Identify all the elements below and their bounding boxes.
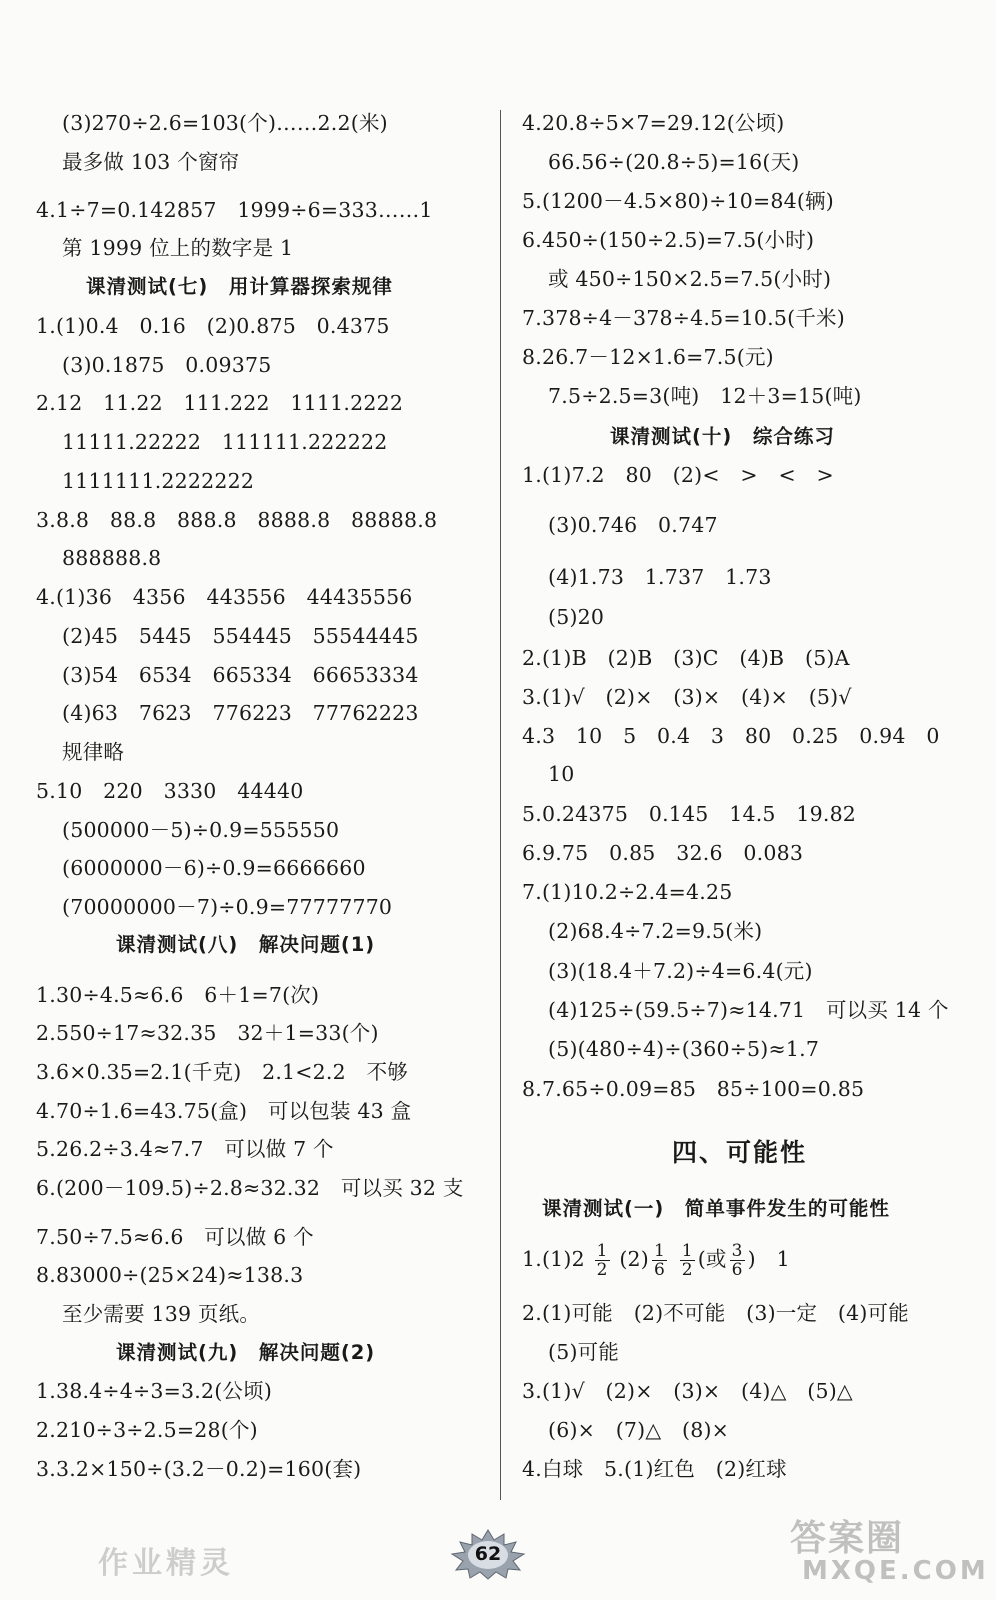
page-number-text: 62	[474, 1543, 502, 1565]
section-title: 四、可能性	[672, 1138, 808, 1167]
section-heading: 课清测试(一) 简单事件发生的可能性	[542, 1197, 890, 1220]
fraction	[680, 1242, 695, 1279]
answer-line: (70000000－7)÷0.9=77777770	[62, 895, 393, 919]
answer-line: (3)(18.4＋7.2)÷4=6.4(元)	[548, 959, 813, 983]
answer-line: 或 450÷150×2.5=7.5(小时)	[548, 267, 832, 291]
answer-line: 5.26.2÷3.4≈7.7 可以做 7 个	[36, 1137, 334, 1161]
answer-line: 第 1999 位上的数字是 1	[62, 236, 294, 260]
answer-line: (6)× (7)△ (8)×	[548, 1418, 730, 1442]
answer-line: 4.20.8÷5×7=29.12(公顷)	[522, 111, 785, 135]
fraction-denominator: 6	[731, 1260, 743, 1280]
answer-line: 7.378÷4－378÷4.5=10.5(千米)	[522, 306, 845, 330]
answer-line: (4)125÷(59.5÷7)≈14.71 可以买 14 个	[548, 998, 949, 1022]
answer-line: 888888.8	[62, 546, 162, 570]
answer-line: 8.83000÷(25×24)≈138.3	[36, 1263, 304, 1287]
answer-line: 1.38.4÷4÷3=3.2(公顷)	[36, 1379, 273, 1403]
answer-line: 11111.22222 111111.222222	[62, 430, 388, 454]
fraction-denominator: 6	[653, 1260, 665, 1280]
answer-line: 4.白球 5.(1)红色 (2)红球	[522, 1457, 787, 1481]
answer-line: 10	[548, 762, 575, 786]
answer-line: (500000－5)÷0.9=555550	[62, 818, 340, 842]
answer-line: 4.(1)36 4356 443556 44435556	[36, 585, 413, 609]
answer-line: 1.(1)0.4 0.16 (2)0.875 0.4375	[36, 314, 390, 338]
answer-line: 5.10 220 3330 44440	[36, 779, 304, 803]
answer-line: (3)0.1875 0.09375	[62, 353, 272, 377]
fraction-numerator: 3	[731, 1241, 743, 1261]
fraction-numerator: 1	[681, 1241, 693, 1261]
answer-line: (5)(480÷4)÷(360÷5)≈1.7	[548, 1037, 820, 1061]
answer-line: (2)68.4÷7.2=9.5(米)	[548, 919, 763, 943]
fraction	[730, 1242, 745, 1279]
answer-line: 66.56÷(20.8÷5)=16(天)	[548, 150, 800, 174]
fraction-answer-line	[522, 1234, 790, 1284]
fraction	[652, 1242, 667, 1279]
answer-line: 1.(1)7.2 80 (2)< > < >	[522, 463, 834, 487]
answer-line: 5.(1200－4.5×80)÷10=84(辆)	[522, 189, 834, 213]
page-number	[448, 1528, 528, 1580]
answer-line: 6.9.75 0.85 32.6 0.083	[522, 841, 804, 865]
section-heading: 课清测试(七) 用计算器探索规律	[86, 275, 393, 298]
answer-line: 6.450÷(150÷2.5)=7.5(小时)	[522, 228, 815, 252]
answer-line: 3.(1)√ (2)× (3)× (4)× (5)√	[522, 685, 852, 709]
answer-line: 7.5÷2.5=3(吨) 12＋3=15(吨)	[548, 384, 862, 408]
fraction-denominator: 2	[681, 1260, 693, 1280]
answer-text: ) 1	[747, 1247, 790, 1271]
answer-line: (2)45 5445 554445 55544445	[62, 624, 419, 648]
answer-text: 1.(1)2	[522, 1247, 585, 1271]
answer-line: 规律略	[62, 740, 125, 764]
answer-line: 3.(1)√ (2)× (3)× (4)△ (5)△	[522, 1379, 853, 1403]
answer-line: 4.70÷1.6=43.75(盒) 可以包装 43 盒	[36, 1099, 412, 1123]
answer-line: 3.8.8 88.8 888.8 8888.8 88888.8	[36, 508, 438, 532]
answer-line: 2.550÷17≈32.35 32＋1=33(个)	[36, 1021, 379, 1045]
section-heading: 课清测试(八) 解决问题(1)	[116, 933, 376, 956]
column-divider	[500, 110, 501, 1500]
answer-line: (4)63 7623 776223 77762223	[62, 701, 419, 725]
answer-line: 4.1÷7=0.142857 1999÷6=333……1	[36, 198, 433, 222]
answer-line: (3)0.746 0.747	[548, 513, 718, 537]
fraction-numerator: 1	[596, 1241, 608, 1261]
fraction-numerator: 1	[653, 1241, 665, 1261]
answer-line: (5)可能	[548, 1340, 620, 1364]
answer-line: 1111111.2222222	[62, 469, 255, 493]
answer-line: 2.12 11.22 111.222 1111.2222	[36, 391, 404, 415]
fraction-denominator: 2	[596, 1260, 608, 1280]
answer-line: 2.210÷3÷2.5=28(个)	[36, 1418, 258, 1442]
answer-line: 3.3.2×150÷(3.2－0.2)=160(套)	[36, 1457, 362, 1481]
answer-text: (2)	[619, 1247, 649, 1271]
answer-line: 5.0.24375 0.145 14.5 19.82	[522, 802, 857, 826]
section-heading: 课清测试(九) 解决问题(2)	[116, 1341, 376, 1364]
answer-line: 最多做 103 个窗帘	[62, 150, 240, 174]
answer-line: 8.26.7－12×1.6=7.5(元)	[522, 345, 774, 369]
answer-line: (4)1.73 1.737 1.73	[548, 565, 772, 589]
watermark-left: 作业精灵	[98, 1546, 234, 1581]
answer-line: 7.(1)10.2÷2.4=4.25	[522, 880, 733, 904]
answer-line: 6.(200－109.5)÷2.8≈32.32 可以买 32 支	[36, 1176, 464, 1200]
answer-line: 至少需要 139 页纸。	[62, 1302, 261, 1326]
answer-line: 2.(1)可能 (2)不可能 (3)一定 (4)可能	[522, 1301, 909, 1325]
answer-line: (3)54 6534 665334 66653334	[62, 663, 419, 687]
watermark-logo: 答案圈	[790, 1518, 905, 1559]
answer-line: (6000000－6)÷0.9=6666660	[62, 856, 366, 880]
answer-line: (5)20	[548, 605, 605, 629]
answer-line: 2.(1)B (2)B (3)C (4)B (5)A	[522, 646, 850, 670]
answer-line: 3.6×0.35=2.1(千克) 2.1<2.2 不够	[36, 1060, 408, 1084]
answer-line: 1.30÷4.5≈6.6 6＋1=7(次)	[36, 983, 320, 1007]
answer-line: 7.50÷7.5≈6.6 可以做 6 个	[36, 1225, 314, 1249]
answer-line: 8.7.65÷0.09=85 85÷100=0.85	[522, 1077, 865, 1101]
watermark-url: MXQE.COM	[802, 1556, 989, 1586]
answer-line: (3)270÷2.6=103(个)……2.2(米)	[62, 111, 388, 135]
answer-text: (或	[697, 1247, 727, 1271]
watermark-right	[790, 1510, 989, 1590]
answer-line: 4.3 10 5 0.4 3 80 0.25 0.94 0	[522, 724, 940, 748]
section-heading: 课清测试(十) 综合练习	[610, 425, 835, 448]
fraction	[595, 1242, 610, 1279]
